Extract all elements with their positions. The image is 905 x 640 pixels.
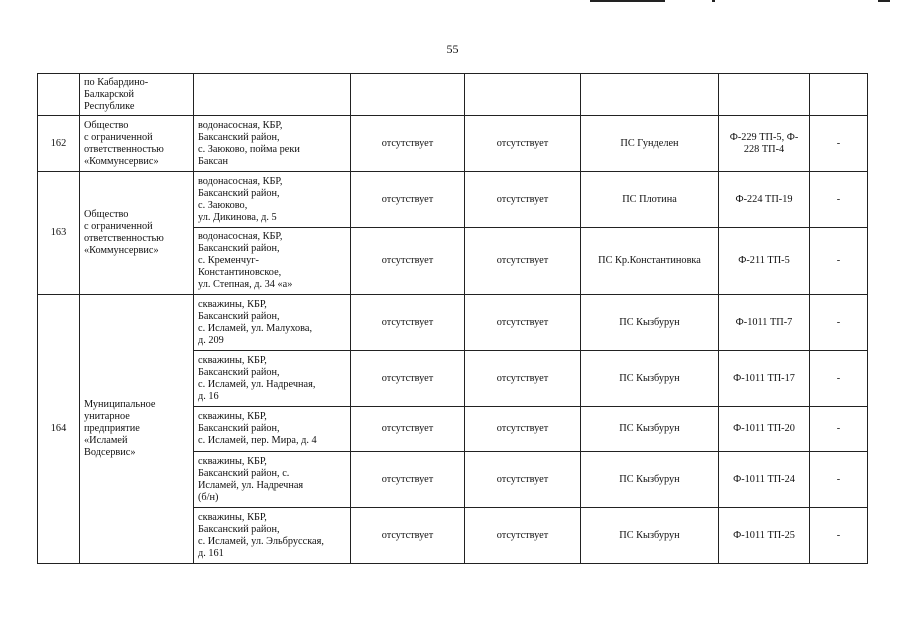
cell-col3: отсутствует bbox=[351, 172, 465, 228]
cell-line: Баксанский район, bbox=[198, 131, 280, 143]
cell-num: 162 bbox=[38, 116, 80, 172]
cell-line: Исламей, ул. Надречная bbox=[198, 479, 304, 491]
page-number: 55 bbox=[446, 42, 459, 56]
cell-line: скважины, КБР, bbox=[198, 511, 267, 523]
cell-substation: ПС Гунделен bbox=[581, 116, 719, 172]
cell-col4: отсутствует bbox=[465, 508, 581, 564]
cell-line: унитарное bbox=[84, 411, 130, 422]
cell-substation: ПС Кызбурун bbox=[581, 452, 719, 508]
cell-col3: отсутствует bbox=[351, 295, 465, 351]
cell-substation: ПС Кызбурун bbox=[581, 351, 719, 407]
cell-line: с ограниченной bbox=[84, 221, 153, 232]
cell-line: 228 ТП-4 bbox=[743, 143, 785, 155]
table-row bbox=[38, 172, 868, 228]
cell-object bbox=[194, 228, 351, 295]
cell-col4: отсутствует bbox=[465, 295, 581, 351]
cell-object bbox=[194, 172, 351, 228]
cell-line: Ф-1011 ТП-20 bbox=[733, 423, 795, 434]
cell-line: с. Заюково, пойма реки bbox=[198, 143, 300, 155]
cell-feeder bbox=[719, 172, 810, 228]
cell-substation: ПС Кр.Константиновка bbox=[581, 228, 719, 295]
cell-line: водонасосная, КБР, bbox=[198, 119, 283, 131]
cell-col4: отсутствует bbox=[465, 452, 581, 508]
cell-col3: отсутствует bbox=[351, 452, 465, 508]
cell-line: «Коммунсервис» bbox=[84, 245, 159, 256]
org-line: по Кабардино- bbox=[84, 76, 149, 88]
cell-line: Общество bbox=[84, 119, 129, 131]
cell-substation: ПС Кызбурун bbox=[581, 407, 719, 452]
table-row bbox=[38, 295, 868, 351]
cell-line: водонасосная, КБР, bbox=[198, 175, 283, 187]
org-line: Республике bbox=[84, 100, 135, 112]
cell-col3: отсутствует bbox=[351, 351, 465, 407]
cell-line: Константиновское, bbox=[198, 267, 282, 278]
cell-line: с. Исламей, пер. Мира, д. 4 bbox=[198, 435, 317, 446]
cell-line: предприятие bbox=[84, 423, 140, 434]
cell-feeder bbox=[719, 452, 810, 508]
cell-col3 bbox=[351, 74, 465, 116]
cell-substation bbox=[581, 74, 719, 116]
cell-last: - bbox=[810, 116, 868, 172]
cell-line: Ф-1011 ТП-7 bbox=[735, 316, 793, 328]
cell-org bbox=[80, 295, 194, 564]
cell-line: с. Исламей, ул. Малухова, bbox=[198, 322, 313, 334]
cell-feeder bbox=[719, 407, 810, 452]
cell-line: ответственностью bbox=[84, 143, 164, 155]
table-row bbox=[38, 116, 868, 172]
cell-last bbox=[810, 74, 868, 116]
cell-feeder bbox=[719, 295, 810, 351]
cell-line: с. Кременчуг- bbox=[198, 255, 259, 266]
header-mark bbox=[712, 0, 715, 2]
cell-line: д. 16 bbox=[198, 390, 219, 402]
table-body bbox=[38, 74, 868, 564]
cell-object bbox=[194, 351, 351, 407]
cell-col3: отсутствует bbox=[351, 508, 465, 564]
cell-last: - bbox=[810, 228, 868, 295]
cell-feeder bbox=[719, 228, 810, 295]
cell-line: Баксанский район, bbox=[198, 366, 280, 378]
cell-num: 163 bbox=[38, 172, 80, 295]
cell-num: 164 bbox=[38, 295, 80, 564]
cell-line: Ф-1011 ТП-17 bbox=[733, 372, 795, 384]
cell-line: Баксанский район, bbox=[198, 423, 280, 434]
cell-col4: отсутствует bbox=[465, 116, 581, 172]
table-row-continuation bbox=[38, 74, 868, 116]
cell-line: д. 161 bbox=[198, 547, 224, 559]
cell-col3: отсутствует bbox=[351, 116, 465, 172]
cell-object bbox=[194, 116, 351, 172]
cell-line: с ограниченной bbox=[84, 131, 153, 143]
cell-substation: ПС Кызбурун bbox=[581, 295, 719, 351]
cell-last: - bbox=[810, 295, 868, 351]
cell-line: Ф-229 ТП-5, Ф- bbox=[729, 131, 799, 143]
cell-last: - bbox=[810, 452, 868, 508]
data-table bbox=[37, 73, 868, 564]
cell-col4: отсутствует bbox=[465, 172, 581, 228]
cell-col4: отсутствует bbox=[465, 351, 581, 407]
cell-line: Муниципальное bbox=[84, 399, 156, 410]
cell-line: Баксанский район, bbox=[198, 523, 280, 535]
cell-col3: отсутствует bbox=[351, 407, 465, 452]
cell-object bbox=[194, 295, 351, 351]
cell-object bbox=[194, 74, 351, 116]
cell-num bbox=[38, 74, 80, 116]
cell-feeder bbox=[719, 116, 810, 172]
cell-object bbox=[194, 452, 351, 508]
cell-feeder bbox=[719, 74, 810, 116]
cell-col4 bbox=[465, 74, 581, 116]
cell-line: Баксанский район, bbox=[198, 243, 280, 254]
cell-line: с. Заюково, bbox=[198, 199, 248, 211]
cell-line: водонасосная, КБР, bbox=[198, 231, 283, 242]
cell-line: ул. Дикинова, д. 5 bbox=[198, 211, 277, 223]
cell-line: Баксанский район, с. bbox=[198, 467, 290, 479]
cell-feeder bbox=[719, 351, 810, 407]
cell-line: скважины, КБР, bbox=[198, 455, 267, 467]
cell-substation: ПС Плотина bbox=[581, 172, 719, 228]
cell-feeder bbox=[719, 508, 810, 564]
cell-col4: отсутствует bbox=[465, 228, 581, 295]
cell-line: Ф-1011 ТП-25 bbox=[733, 529, 795, 541]
cell-line: скважины, КБР, bbox=[198, 298, 267, 310]
cell-line: Баксанский район, bbox=[198, 187, 280, 199]
cell-line: с. Исламей, ул. Эльбрусская, bbox=[198, 535, 324, 547]
cell-line: (б/н) bbox=[198, 491, 219, 503]
cell-line: скважины, КБР, bbox=[198, 411, 267, 422]
cell-line: Водсервис» bbox=[84, 447, 136, 458]
cell-line: Ф-224 ТП-19 bbox=[735, 193, 793, 205]
cell-line: Баксан bbox=[198, 155, 229, 167]
cell-object bbox=[194, 407, 351, 452]
cell-line: «Исламей bbox=[84, 435, 128, 446]
cell-line: ул. Степная, д. 34 «а» bbox=[198, 279, 293, 290]
header-rule bbox=[590, 0, 665, 2]
cell-org bbox=[80, 172, 194, 295]
cell-last: - bbox=[810, 508, 868, 564]
cell-line: Ф-1011 ТП-24 bbox=[733, 473, 795, 485]
cell-line: Ф-211 ТП-5 bbox=[738, 255, 790, 266]
cell-last: - bbox=[810, 172, 868, 228]
cell-line: д. 209 bbox=[198, 334, 224, 346]
cell-line: Баксанский район, bbox=[198, 310, 280, 322]
cell-org bbox=[80, 116, 194, 172]
header-corner-mark bbox=[878, 0, 890, 2]
cell-object bbox=[194, 508, 351, 564]
cell-col4: отсутствует bbox=[465, 407, 581, 452]
cell-line: скважины, КБР, bbox=[198, 354, 267, 366]
cell-org bbox=[80, 74, 194, 116]
cell-line: ответственностью bbox=[84, 233, 164, 244]
cell-line: «Коммунсервис» bbox=[84, 155, 159, 167]
cell-last: - bbox=[810, 351, 868, 407]
cell-col3: отсутствует bbox=[351, 228, 465, 295]
cell-substation: ПС Кызбурун bbox=[581, 508, 719, 564]
org-line: Балкарской bbox=[84, 88, 134, 100]
cell-last: - bbox=[810, 407, 868, 452]
cell-line: с. Исламей, ул. Надречная, bbox=[198, 378, 316, 390]
cell-line: Общество bbox=[84, 209, 129, 220]
